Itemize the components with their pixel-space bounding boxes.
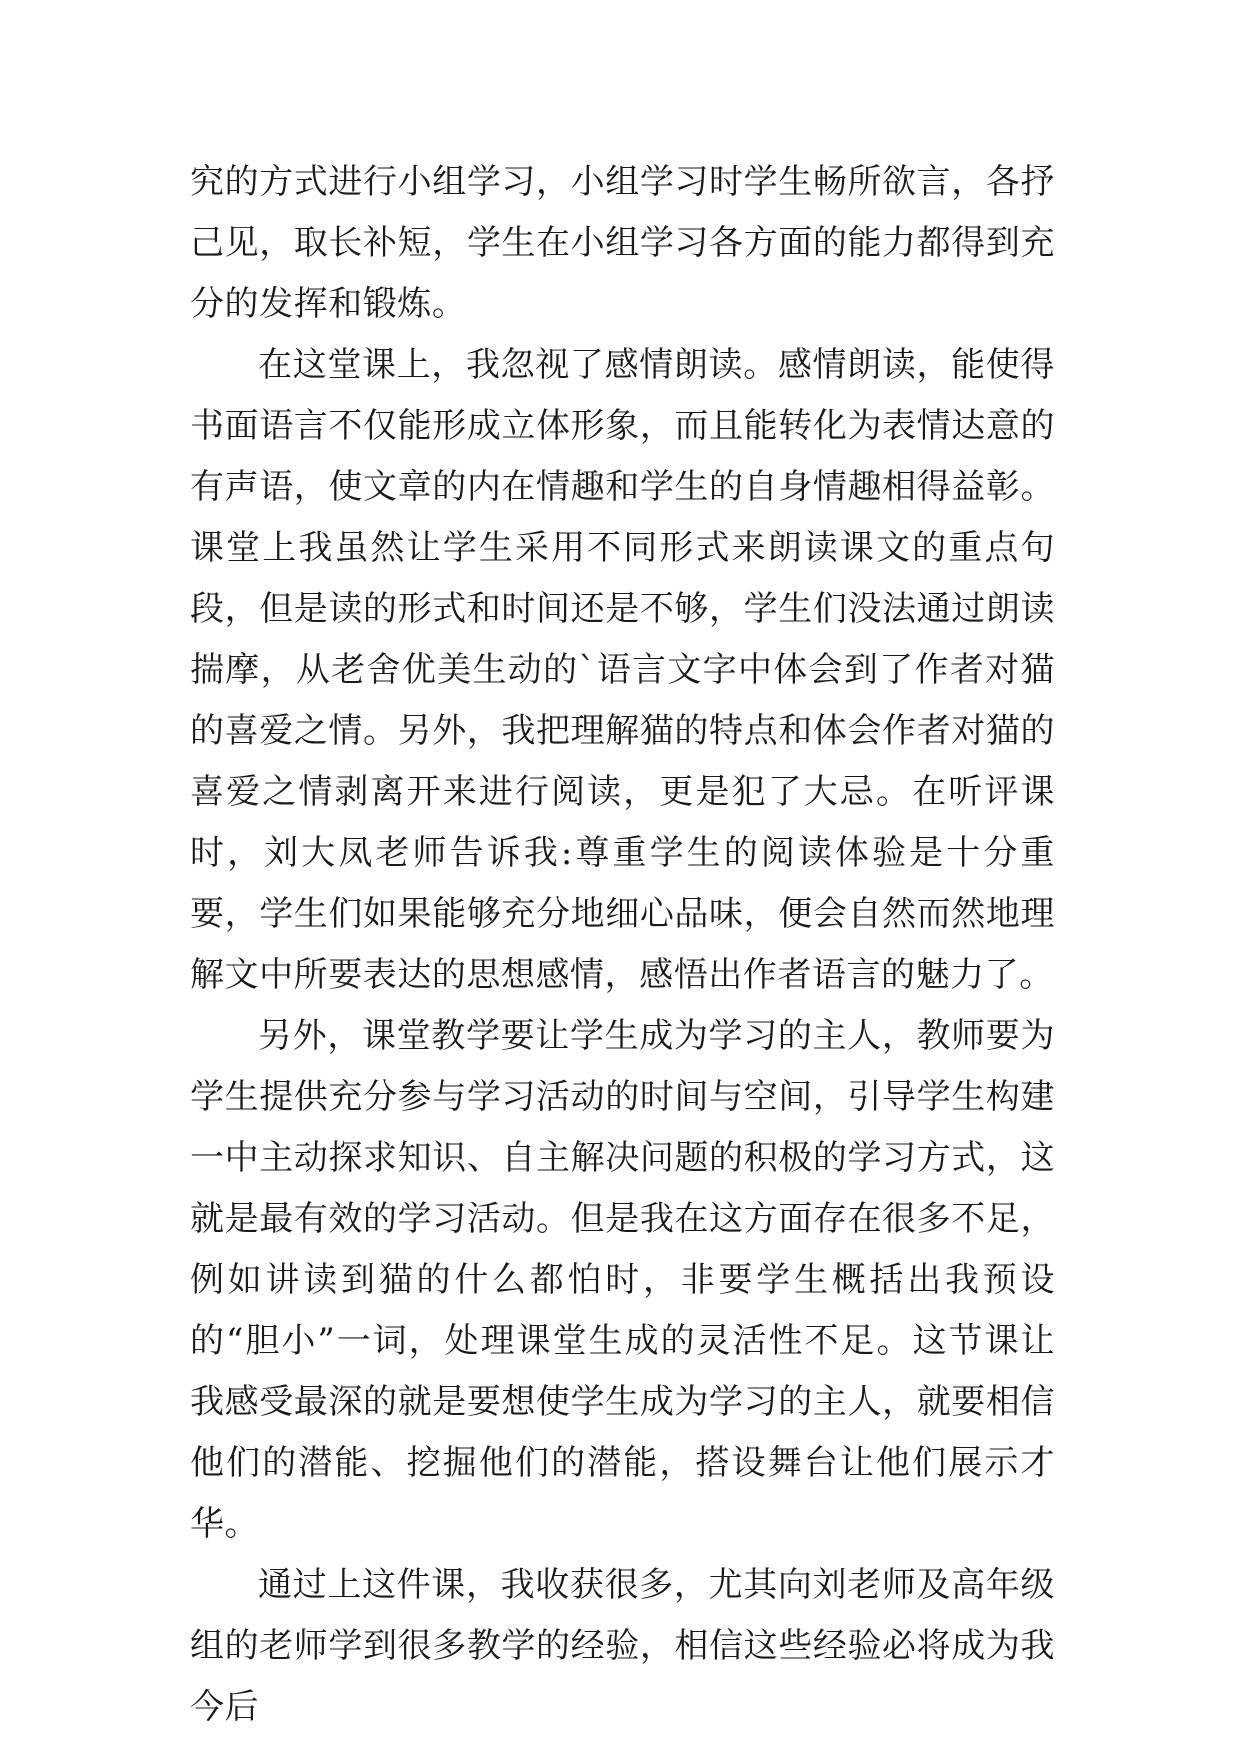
paragraph-2: 在这堂课上，我忽视了感情朗读。感情朗读，能使得书面语言不仅能形成立体形象，而且能转化为表情达意的有声语，使文章的内在情趣和学生的自身情趣相得益彰。课堂上我虽然让学生采用不同形式来朗读课文的重点句段，但是读的形式和时间还是不够，学生们没法通过朗读揣摩，从老舍优美生动的`语言文字中体会到了作者对猫的喜爱之情。另外，我把理解猫的特点和体会作者对猫的喜爱之情剥离开来进行阅读，更是犯了大忌。在听评课时，刘大凤老师告诉我:尊重学生的阅读体验是十分重要，学生们如果能够充分地细心品味，便会自然而然地理解文中所要表达的思想感情，感悟出作者语言的魅力了。 <box>190 345 1055 995</box>
document-page <box>190 152 1055 1738</box>
paragraph-1: 究的方式进行小组学习，小组学习时学生畅所欲言，各抒己见，取长补短，学生在小组学习各方面的能力都得到充分的发挥和锻炼。 <box>190 162 1055 324</box>
paragraph-4: 通过上这件课，我收获很多，尤其向刘老师及高年级组的老师学到很多教学的经验，相信这些经验必将成为我今后 <box>190 1565 1055 1727</box>
paragraph-3: 另外，课堂教学要让学生成为学习的主人，教师要为学生提供充分参与学习活动的时间与空间，引导学生构建一中主动探求知识、自主解决问题的积极的学习方式，这就是最有效的学习活动。但是我在这方面存在很多不足，例如讲读到猫的什么都怕时，非要学生概括出我预设的“胆小”一词，处理课堂生成的灵活性不足。这节课让我感受最深的就是要想使学生成为学习的主人，就要相信他们的潜能、挖掘他们的潜能，搭设舞台让他们展示才华。 <box>190 1016 1055 1544</box>
